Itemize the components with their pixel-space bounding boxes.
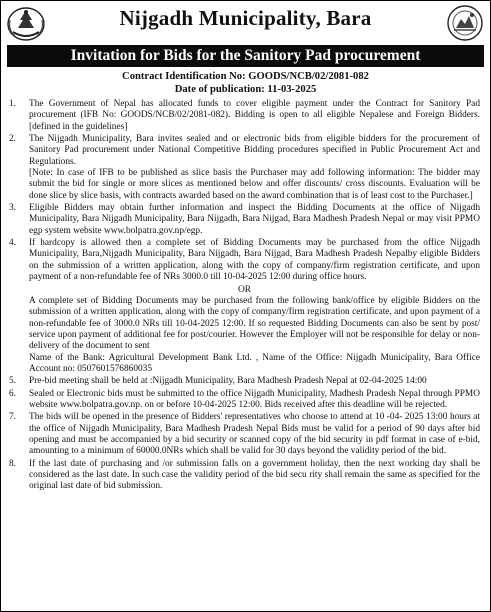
clause-text: Pre-bid meeting shall be held at :Nijgadh Municipality, Bara Madhesh Pradesh Nepal at 02-04-2025 14:00 <box>29 376 427 387</box>
municipality-title: Nijgadh Municipality, Bara <box>119 6 372 30</box>
clause-number: 1. <box>9 99 17 109</box>
clause-text: If hardcopy is allowed then a complete set of Bidding Documents may be purchased from the office Nijgadh Municipality, Bara,Nijgadh Municipality, Bara Nijgadh, Bara Nijgad, Bara Madhesh Pradesh Nepalby eligible Bidders on the submission of a written application, along with the copy of company/firm registration certificate, and upon payment of a non-refundable fee of NRs 3000.0 till 10-04-2025 12:00 during office hours. <box>29 238 480 283</box>
clause-number: 7. <box>9 412 17 423</box>
clause-7 <box>9 412 480 457</box>
publication-date: Date of publication: 11-03-2025 <box>174 84 317 95</box>
clause-text: The Nijgadh Municipality, Bara invites sealed and or electronic bids from eligible bidders for the procurement of Sanitory Pad procurement under National Competitive Bidding procedures specified in Public Procurement Act and Regulations. <box>29 134 480 167</box>
clause-number: 3. <box>9 203 17 214</box>
notice-body <box>1 96 490 493</box>
bank-details: Name of the Bank: Agricultural Development Bank Ltd. , Name of the Office: Nijgadh Municipality, Bara Office Account no: 0507601576860035 <box>29 352 480 374</box>
clause-text: The Government of Nepal has allocated funds to cover eligible payment under the Contract for Sanitory Pad procurement (IFB No: GOODS/NCB/02/2081-082). Bidding is open to all eligible Nepalese and Foreign Bidders. [defined in the guidelines] <box>29 99 480 132</box>
clause-5 <box>9 376 480 387</box>
clause-number: 4. <box>9 238 17 249</box>
contract-identification: Contract Identification No: GOODS/NCB/02/2081-082 <box>122 71 369 82</box>
clause-text: The bids will be opened in the presence of Bidders' representatives who choose to attend at 10 -04- 2025 13:00 hours at the office of Nijgadh Municipality, Bara Madhesh Pradesh Nepal Bids must be valid for a period of 90 days after bid opening and must be accompanied by a bid security or scanned copy of the bid security in pdf format in case of e-bid, amounting to a minimum of 60000.0NRs which shall be valid for 30 days beyond the validity period of the bid. <box>29 412 480 457</box>
or-separator: OR <box>238 284 251 295</box>
clause-note: [Note: In case of IFB to be published as slice basis the Purchaser may add following information: The bidder may submit the bid for single or more slices as mentioned below and offer discounts/ cross discounts. Evaluation will be done slice by slice basis, with contracts awarded based on the award combination that is of least cost to the Purchaser.] <box>29 168 480 201</box>
clause-number: 8. <box>9 458 17 469</box>
clause-8 <box>9 459 480 493</box>
clause-6 <box>9 389 480 412</box>
clause-text: Sealed or Electronic bids must be submitted to the office Nijgadh Municipality, Madhesh Pradesh Nepal through PPMO website www.bolpatra.gov.np. on or before 10-04-2025 12:00. Bids received after this deadline will be rejected. <box>29 388 480 410</box>
clause-4 <box>9 238 480 283</box>
clause-number: 2. <box>9 134 17 145</box>
alternate-purchase-text: A complete set of Bidding Documents may be purchased from the following bank/office by eligible Bidders on the submission of a written application, along with the copy of company/firm registration certificate, and upon payment of a non-refundable fee of 3000.0 NRs till 10-04-2025 12:00. If so requested Bidding Documents can also be sent by post/ service upon payment of additional fee for post/courier. However the Employer will not be responsible for delay or non-delivery of the document to sent <box>29 295 480 352</box>
clause-text: Eligible Bidders may obtain further information and inspect the Bidding Documents at the office of Nijgadh Municipality, Bara Nijgadh Municipality, Bara Nijgadh, Bara Nijgad, Bara Madhesh Pradesh Nepal or may visit PPMO egp system website www.bolpatra.gov.np/egp. <box>29 203 480 236</box>
clause-2 <box>9 134 480 202</box>
notice-header <box>1 1 490 45</box>
clause-number: 5. <box>9 376 17 387</box>
clause-3 <box>9 203 480 237</box>
clause-1 <box>9 99 480 133</box>
bid-invitation-banner: Invitation for Bids for the Sanitory Pad procurement <box>7 45 484 67</box>
municipality-logo-icon <box>444 4 486 42</box>
clause-number: 6. <box>9 388 17 399</box>
clause-text: If the last date of purchasing and /or submission falls on a government holiday, then the next working day shall be considered as the last date. In such case the validity period of the bid secu rity shall remain the same as specified for the original last date of bid submission. <box>29 458 480 492</box>
